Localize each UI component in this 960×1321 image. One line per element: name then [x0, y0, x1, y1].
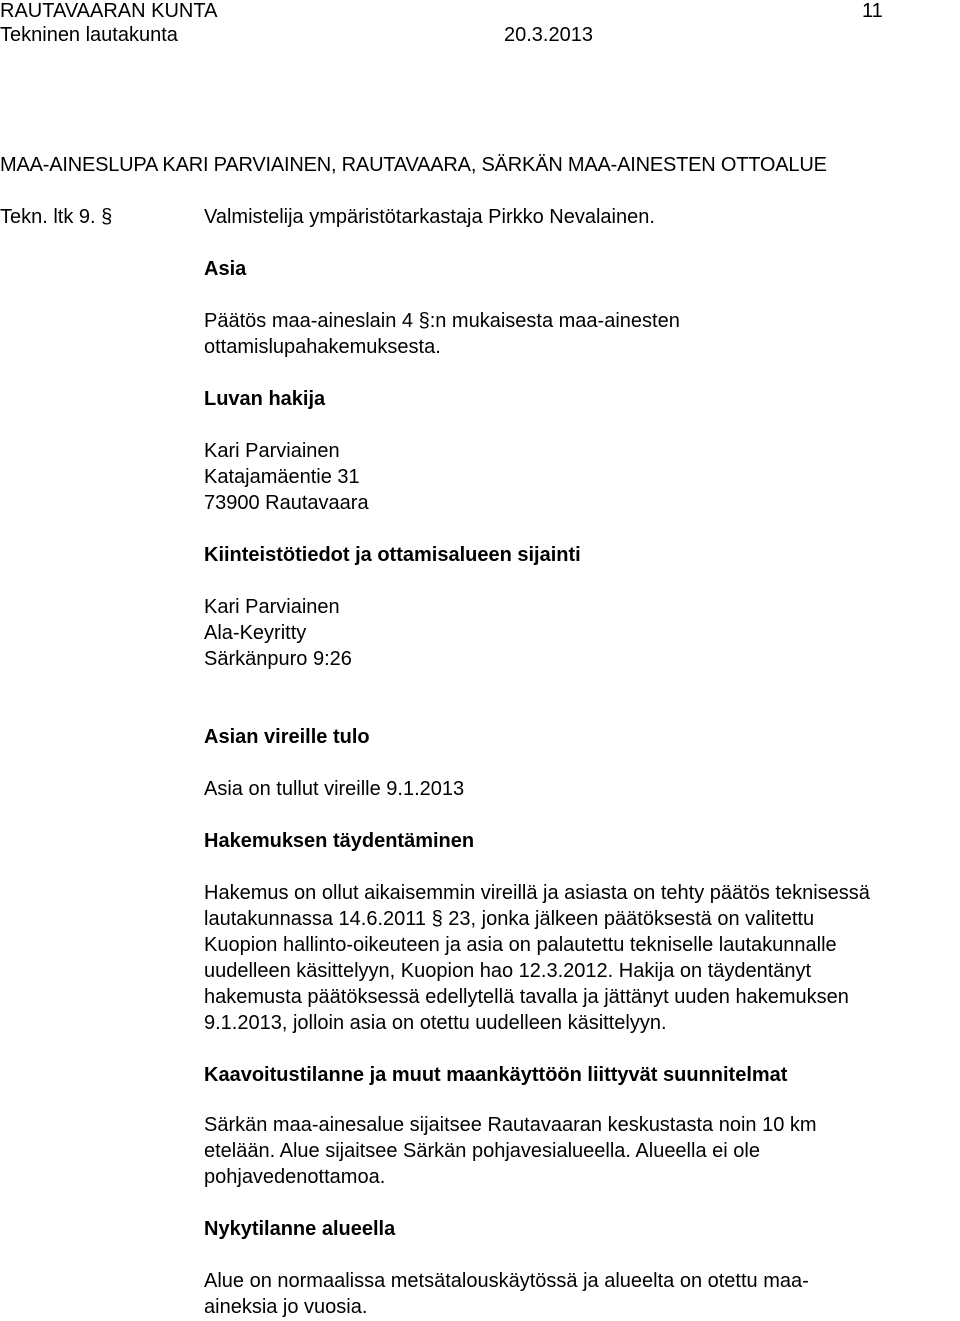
asia-line: Päätös maa-aineslain 4 §:n mukaisesta maa-ainesten: [204, 310, 680, 332]
vireille-text: Asia on tullut vireille 9.1.2013: [204, 778, 465, 800]
nykytilanne-line: aineksia jo vuosia.: [204, 1296, 368, 1318]
kiinteisto-line: Ala-Keyritty: [204, 622, 307, 644]
kaavoitus-line: Särkän maa-ainesalue sijaitsee Rautavaaran keskustasta noin 10 km: [204, 1114, 817, 1136]
kaavoitus-line: pohjavedenottamoa.: [204, 1166, 386, 1188]
nykytilanne-line: Alue on normaalissa metsätalouskäytössä ja alueelta on otettu maa-: [204, 1270, 809, 1292]
nykytilanne-text: [204, 1268, 960, 1320]
heading-hakija: Luvan hakija: [204, 388, 326, 410]
ref-label: Tekn. ltk 9. §: [0, 206, 113, 228]
taydentaminen-line: Hakemus on ollut aikaisemmin vireillä ja asiasta on tehty päätös teknisessä: [204, 882, 870, 904]
document-title: MAA-AINESLUPA KARI PARVIAINEN, RAUTAVAARA, SÄRKÄN MAA-AINESTEN OTTOALUE: [0, 154, 827, 176]
heading-kiinteisto: Kiinteistötiedot ja ottamisalueen sijainti: [204, 544, 581, 566]
heading-asia: Asia: [204, 258, 247, 280]
taydentaminen-line: Kuopion hallinto-oikeuteen ja asia on palautettu tekniselle lautakunnalle: [204, 934, 837, 956]
asia-line: ottamislupahakemuksesta.: [204, 336, 441, 358]
heading-vireille: Asian vireille tulo: [204, 726, 370, 748]
kiinteisto-line: Särkänpuro 9:26: [204, 648, 352, 670]
kiinteisto-line: Kari Parviainen: [204, 596, 340, 618]
taydentaminen-line: 9.1.2013, jolloin asia on otettu uudelleen käsittelyyn.: [204, 1012, 667, 1034]
asia-text: [204, 308, 960, 360]
kaavoitus-line: etelään. Alue sijaitsee Särkän pohjavesialueella. Alueella ei ole: [204, 1140, 760, 1162]
taydentaminen-line: hakemusta päätöksessä edellytellä tavalla ja jättänyt uuden hakemuksen: [204, 986, 849, 1008]
header-municipality: RAUTAVAARAN KUNTA: [0, 0, 218, 22]
kiinteisto-info: [204, 594, 960, 672]
heading-taydentaminen: Hakemuksen täydentäminen: [204, 830, 475, 852]
header-board: Tekninen lautakunta: [0, 24, 178, 46]
taydentaminen-line: lautakunnassa 14.6.2011 § 23, jonka jälkeen päätöksestä on valitettu: [204, 908, 815, 930]
hakija-line: 73900 Rautavaara: [204, 492, 369, 514]
heading-nykytilanne: Nykytilanne alueella: [204, 1218, 396, 1240]
kaavoitus-text: [204, 1112, 960, 1190]
hakija-line: Kari Parviainen: [204, 440, 340, 462]
header-date: 20.3.2013: [504, 24, 593, 46]
taydentaminen-line: uudelleen käsittelyyn, Kuopion hao 12.3.2012. Hakija on täydentänyt: [204, 960, 812, 982]
taydentaminen-text: [204, 880, 960, 1036]
header-page-number: 11: [862, 0, 883, 22]
ref-preparer: Valmistelija ympäristötarkastaja Pirkko Nevalainen.: [204, 206, 655, 228]
hakija-line: Katajamäentie 31: [204, 466, 360, 488]
heading-kaavoitus: Kaavoitustilanne ja muut maankäyttöön liittyvät suunnitelmat: [204, 1064, 788, 1086]
hakija-address: [204, 438, 960, 516]
